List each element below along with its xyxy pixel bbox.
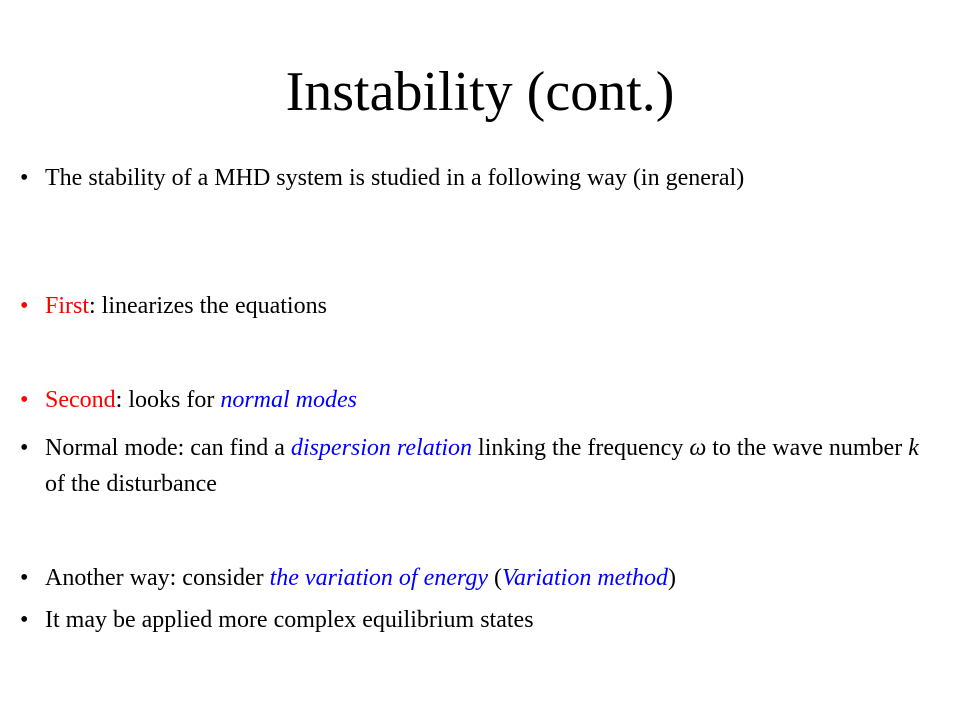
bullet-text: linking the frequency: [472, 435, 690, 461]
bullet-label-second: Second: [45, 387, 116, 413]
bullet-item: [20, 160, 925, 196]
bullet-item: [20, 560, 925, 596]
bullet-text: The stability of a MHD system is studied in a following way (in general): [45, 165, 745, 191]
bullet-dot: •: [20, 607, 29, 633]
bullet-item: [20, 288, 925, 324]
bullet-item: [20, 382, 925, 418]
term-variation-method: Variation method: [502, 565, 668, 591]
bullet-text: : linearizes the equations: [89, 293, 327, 319]
bullet-dot: •: [20, 565, 29, 591]
bullet-text: to the wave number: [706, 435, 909, 461]
bullet-dot: •: [20, 435, 29, 461]
bullet-text: (: [488, 565, 502, 591]
term-dispersion-relation: dispersion relation: [290, 435, 473, 461]
term-variation-of-energy: the variation of energy: [269, 565, 488, 591]
bullet-dot: •: [20, 387, 29, 413]
bullet-text: Normal mode: can find a: [45, 435, 291, 461]
bullet-text: ): [668, 565, 676, 591]
omega-symbol: ω: [689, 435, 707, 461]
bullet-dot: •: [20, 165, 29, 191]
bullet-text: of the disturbance: [45, 471, 217, 497]
bullet-item: [20, 430, 925, 502]
bullet-text: It may be applied more complex equilibrium states: [45, 607, 534, 633]
wave-number-symbol: k: [908, 435, 919, 461]
bullet-dot: •: [20, 293, 29, 319]
bullet-label-first: First: [45, 293, 90, 319]
bullet-text: : looks for: [115, 387, 221, 413]
slide-title: Instability (cont.): [285, 61, 675, 123]
bullet-item: [20, 602, 925, 638]
bullet-text: Another way: consider: [45, 565, 270, 591]
term-normal-modes: normal modes: [220, 387, 357, 413]
